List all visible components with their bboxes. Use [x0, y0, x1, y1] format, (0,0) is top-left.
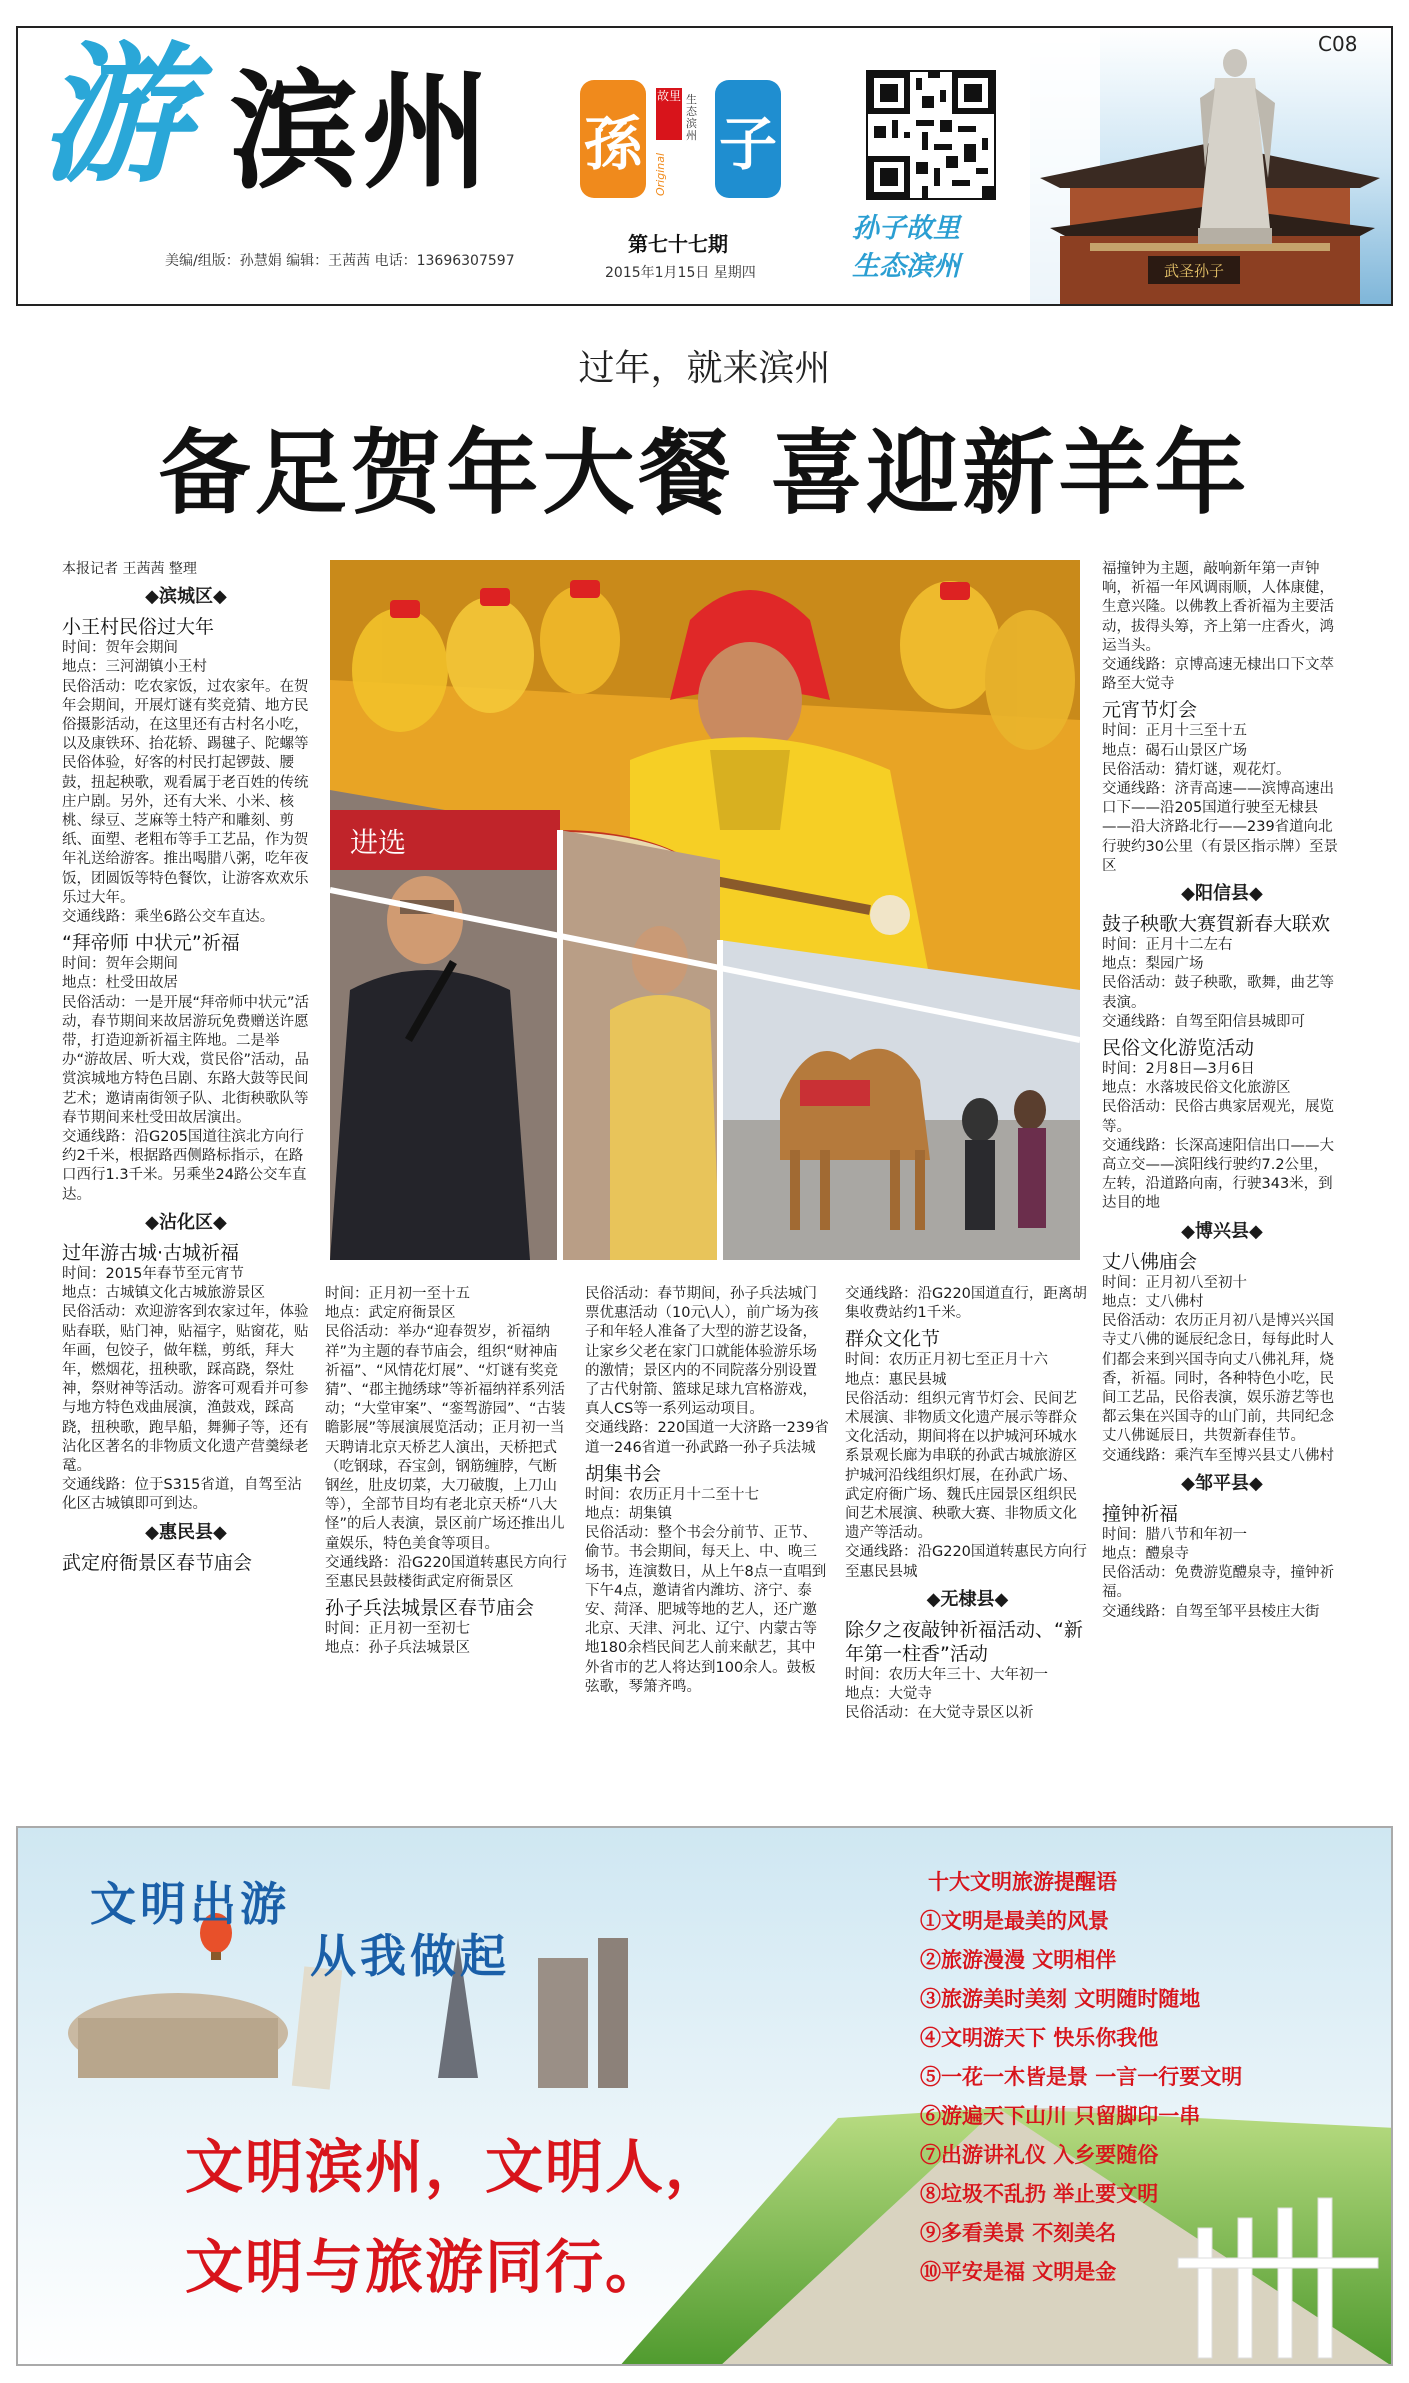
ad-slogan-1: 文明滨州，文明人， — [185, 2133, 726, 2201]
article-title: 元宵节灯会 — [1102, 699, 1198, 722]
tip-item: ⑧垃圾不乱扔 举止要文明 — [920, 2181, 1159, 2206]
article-place: 地点：大觉寺 — [845, 1686, 932, 1703]
badge-shengtai: 生态滨州 — [686, 93, 697, 142]
article-activity: 民俗活动：鼓子秧歌，歌舞，曲艺等表演。 — [1102, 975, 1334, 1011]
article-time: 时间：2015年春节至元宵节 — [62, 1265, 244, 1282]
article-route: 交通线路：220国道一大济路一239省道一246省道一孙武路一孙子兵法城 — [585, 1420, 829, 1456]
article-place: 地点：三河湖镇小王村 — [62, 659, 207, 676]
ad-title-2: 从我做起 — [310, 1929, 510, 1983]
article-time: 时间：正月十三至十五 — [1102, 723, 1247, 740]
article-activity: 福撞钟为主题，敲响新年第一声钟响，祈福一年风调雨顺，人体康健，生意兴隆。以佛教上香祈福为主要活动，拔得头筹，齐上第一庄香火，鸿运当头。 — [1102, 561, 1334, 654]
article-title: “拜帝师 中状元”祈福 — [62, 932, 240, 955]
logo-you: 游 — [40, 27, 191, 203]
tip-item: ②旅游漫漫 文明相伴 — [920, 1947, 1117, 1972]
sunzi-hometown-badge — [580, 80, 785, 210]
article-time: 时间：正月初一至十五 — [325, 1286, 470, 1302]
tip-item: ⑨多看美景 不刻美名 — [920, 2220, 1117, 2245]
article-place: 地点：碣石山景区广场 — [1102, 742, 1247, 759]
article-activity: 民俗活动：春节期间，孙子兵法城门票优惠活动（10元\人），前广场为孩子和年轻人准备了大型的游艺设备，让家乡父老在家门口就能体验游乐场的激情；景区内的不同院落分别设置了古代射箭、篮球足球九宫格游戏，真人CS等一系列运动项目。 — [585, 1286, 819, 1418]
article-activity: 民俗活动：欢迎游客到农家过年，体验贴春联，贴门神，贴福字，贴窗花，贴年画，包饺子，做年糕，剪纸，拜大年，燃烟花，扭秧歌，踩高跷，祭灶神，祭财神等活动。游客可观看并可参与地方特色戏曲展演，渔鼓戏，踩高跷，扭秧歌，跑旱船，舞狮子等，还有沾化区著名的非物质文化遗产营羹绿老鼋。 — [62, 1304, 309, 1474]
article-activity: 民俗活动：民俗古典家居观光，展览等。 — [1102, 1099, 1334, 1135]
byline: 本报记者 王茜茜 整理 — [62, 561, 197, 577]
column-5 — [1102, 560, 1342, 1622]
slogan-line1: 孙子故里 — [852, 213, 960, 244]
article-activity: 民俗活动：组织元宵节灯会、民间艺术展演、非物质文化遗产展示等群众文化活动，期间将在以护城河环城水系景观长廊为串联的孙武古城旅游区护城河沿线组织灯展，在孙武广场、武定府衙广场、魏氏庄园景区组织民间艺术展演、秧歌大赛、非物质文化遗产等活动。 — [845, 1390, 1077, 1542]
article-route: 交通线路：乘汽车至博兴县丈八佛村 — [1102, 1447, 1334, 1464]
article-title: 民俗文化游览活动 — [1102, 1037, 1255, 1060]
article-activity: 民俗活动：一是开展“拜帝师中状元”活动，春节期间来故居游玩免费赠送许愿带，打造迎新祈福主阵地。二是举办“游故居、听大戏，赏民俗”活动，品赏滨城地方特色吕剧、东路大鼓等民间艺术；邀请南街领子队、北街秧歌队等春节期间来杜受田故居演出。 — [62, 994, 310, 1126]
tip-item: ⑦出游讲礼仪 入乡要随俗 — [920, 2142, 1159, 2167]
article-place: 地点：胡集镇 — [585, 1506, 672, 1523]
article-place: 地点：孙子兵法城景区 — [325, 1640, 470, 1657]
article-activity: 民俗活动：免费游览醴泉寺，撞钟祈福。 — [1102, 1565, 1334, 1601]
article-route: 交通线路：乘坐6路公交车直达。 — [62, 909, 275, 926]
section-yangxin: ◆阳信县◆ — [1181, 883, 1263, 905]
article-time: 时间：农历正月十二至十七 — [585, 1486, 759, 1503]
article-route: 交通线路：自驾至阳信县城即可 — [1102, 1013, 1305, 1030]
article-activity: 民俗活动：举办“迎春贺岁，祈福纳祥”为主题的春节庙会，组织“财神庙祈福”、“风情花灯展”、“灯谜有奖竞猜”、“郡主抛绣球”等祈福纳祥系列活动；“大堂审案”、“銮驾游园”、“古装瞻影展”等展演展览活动；正月初一当天聘请北京天桥艺人演出，天桥把式（吃钢球，吞宝剑，钢筋缠脖，气断钢丝，肚皮切菜，大刀破腹，上刀山等），全部节目均有老北京天桥“八大怪”的后人表演，景区前广场还推出儿童娱乐，特色美食等项目。 — [325, 1324, 566, 1552]
article-title: 武定府衙景区春节庙会 — [62, 1551, 253, 1574]
badge-original: Original — [654, 152, 667, 196]
article-title: 撞钟祈福 — [1102, 1502, 1179, 1525]
article-route: 交通线路：自驾至邹平县棱庄大街 — [1102, 1603, 1320, 1620]
column-4 — [845, 1285, 1090, 1723]
tip-item: ①文明是最美的风景 — [920, 1908, 1109, 1933]
article-place: 地点：武定府衙景区 — [325, 1305, 456, 1322]
article-place: 地点：惠民县城 — [845, 1371, 947, 1388]
article-activity: 民俗活动：整个书会分前节、正节、偷节。书会期间，每天上、中、晚三场书，连演数日，从上午8点一直唱到下午4点，邀请省内潍坊、济宁、泰安、菏泽、肥城等地的艺人，还广邀北京、天津、河北、辽宁、内蒙古等地180余档民间艺人前来献艺，其中外省市的艺人将达到100余人。鼓板弦歌，琴箫齐鸣。 — [585, 1525, 827, 1695]
badge-middle — [652, 88, 712, 200]
article-title: 群众文化节 — [845, 1328, 941, 1351]
article-time: 时间：腊八节和年初一 — [1102, 1526, 1247, 1543]
article-time: 时间：贺年会期间 — [62, 640, 178, 657]
badge-char-zi: 子 — [715, 80, 781, 198]
column-1 — [62, 560, 310, 1575]
article-place: 地点：梨园广场 — [1102, 956, 1204, 973]
statue-plaque: 武圣孙子 — [1163, 262, 1225, 280]
article-route: 交通线路：沿G220国道转惠民方向行至惠民县鼓楼街武定府衙景区 — [325, 1554, 567, 1591]
article-time: 时间：农历大年三十、大年初一 — [845, 1666, 1048, 1683]
section-zhanhua: ◆沾化区◆ — [145, 1211, 227, 1233]
article-title: 孙子兵法城景区春节庙会 — [325, 1597, 535, 1620]
badge-guli: 故里 — [656, 88, 682, 140]
article-title: 除夕之夜敲钟祈福活动、“新年第一柱香”活动 — [845, 1618, 1083, 1665]
article-time: 时间：2月8日—3月6日 — [1102, 1061, 1255, 1078]
article-place: 地点：水落坡民俗文化旅游区 — [1102, 1080, 1291, 1097]
photo-collage — [330, 560, 1080, 1260]
article-activity: 民俗活动：吃农家饭，过农家年。在贺年会期间，开展灯谜有奖竞猜、地方民俗摄影活动，在这里还有古村名小吃，以及康铁环、抬花轿、踢毽子、陀螺等民俗体验，好客的村民打起锣鼓、腰鼓，扭起秧歌，观看属于老百姓的传统庄户剧。另外，还有大米、小米、核桃、绿豆、芝麻等土特产和雕刻、剪纸、面塑、老粗布等手工艺品，作为贺年礼送给游客。推出喝腊八粥，吃年夜饭，团圆饭等特色餐饮，让游客欢欢乐乐过大年。 — [62, 678, 309, 906]
tip-item: ④文明游天下 快乐你我他 — [920, 2025, 1159, 2050]
section-boxing: ◆博兴县◆ — [1181, 1220, 1263, 1242]
staff-credits: 美编/组版：孙慧娟 编辑：王茜茜 电话：13696307597 — [165, 253, 515, 269]
article-place: 地点：古城镇文化古城旅游景区 — [62, 1285, 265, 1302]
article-route: 交通线路：沿G220国道直行，距离胡集收费站约1千米。 — [845, 1286, 1087, 1322]
banner-sign: 进选 — [350, 826, 407, 859]
article-route: 交通线路：济青高速——滨博高速出口下——沿205国道行驶至无棣县——沿大济路北行——239省道向北行驶约30公里（有景区指示牌）至景区 — [1102, 781, 1338, 874]
civility-tips — [920, 1862, 1380, 2291]
article-activity: 民俗活动：猜灯谜，观花灯。 — [1102, 761, 1291, 778]
article-route: 交通线路：京博高速无棣出口下文萃路至大觉寺 — [1102, 657, 1334, 693]
tip-item: ③旅游美时美刻 文明随时随地 — [920, 1986, 1201, 2011]
qr-code[interactable] — [866, 70, 996, 200]
slogan — [852, 210, 960, 286]
column-3 — [585, 1285, 830, 1697]
article-time: 时间：农历正月初七至正月十六 — [845, 1352, 1048, 1369]
issue-date: 2015年1月15日 星期四 — [605, 265, 756, 281]
badge-char-sun: 孫 — [580, 80, 646, 198]
article-title: 胡集书会 — [585, 1462, 662, 1485]
headline: 备足贺年大餐 喜迎新羊年 — [158, 419, 1251, 527]
article-route: 交通线路：位于S315省道，自驾至沾化区古城镇即可到达。 — [62, 1477, 302, 1513]
tip-item: ⑩平安是福 文明是金 — [920, 2259, 1117, 2284]
ad-title-1: 文明出游 — [90, 1877, 290, 1931]
ad-slogan-2: 文明与旅游同行。 — [185, 2233, 666, 2301]
article-route: 交通线路：沿G220国道转惠民方向行至惠民县城 — [845, 1544, 1087, 1580]
article-time: 时间：正月初八至初十 — [1102, 1274, 1247, 1291]
article-time: 时间：贺年会期间 — [62, 956, 178, 973]
sunzi-statue-photo — [1030, 28, 1391, 304]
article-place: 地点：杜受田故居 — [62, 975, 178, 992]
logo-binzhou: 滨州 — [230, 57, 495, 207]
article-time: 时间：正月初一至初七 — [325, 1621, 470, 1638]
kicker: 过年，就来滨州 — [578, 348, 831, 389]
article-activity: 民俗活动：农历正月初八是博兴兴国寺丈八佛的诞辰纪念日，每每此时人们都会来到兴国寺向丈八佛礼拜，烧香，祈福。同时，各种特色小吃，民间工艺品，民俗表演，娱乐游艺等也都云集在兴国寺的山门前，共同纪念丈八佛诞辰日，共贺新春佳节。 — [1102, 1313, 1334, 1445]
tips-title: 十大文明旅游提醒语 — [928, 1869, 1117, 1894]
page-code: C08 — [1318, 32, 1358, 56]
article-route: 交通线路：沿G205国道往滨北方向行约2千米，根据路西侧路标指示，在路口西行1.3千米。另乘坐24路公交车直达。 — [62, 1129, 307, 1203]
article-place: 地点：醴泉寺 — [1102, 1545, 1189, 1562]
article-title: 过年游古城·古城祈福 — [62, 1241, 240, 1264]
article-title: 鼓子秧歌大赛賀新春大联欢 — [1102, 913, 1331, 936]
article-title: 小王村民俗过大年 — [62, 616, 215, 639]
section-huimin: ◆惠民县◆ — [145, 1521, 227, 1543]
tip-item: ⑥游遍天下山川 只留脚印一串 — [920, 2103, 1201, 2128]
column-2 — [325, 1285, 570, 1659]
section-bincheng: ◆滨城区◆ — [145, 586, 227, 608]
slogan-line2: 生态滨州 — [852, 251, 960, 282]
article-place: 地点：丈八佛村 — [1102, 1293, 1204, 1310]
tip-item: ⑤一花一木皆是景 一言一行要文明 — [920, 2064, 1243, 2089]
article-title: 丈八佛庙会 — [1102, 1250, 1198, 1273]
article-activity: 民俗活动：在大觉寺景区以祈 — [845, 1705, 1034, 1722]
section-zouping: ◆邹平县◆ — [1181, 1472, 1263, 1494]
issue-number: 第七十七期 — [628, 232, 728, 256]
section-wudi: ◆无棣县◆ — [926, 1588, 1009, 1610]
article-time: 时间：正月十二左右 — [1102, 937, 1233, 954]
article-route: 交通线路：长深高速阳信出口——大高立交——滨阳线行驶约7.2公里，左转，沿道路向南，行驶343米，到达目的地 — [1102, 1137, 1334, 1212]
